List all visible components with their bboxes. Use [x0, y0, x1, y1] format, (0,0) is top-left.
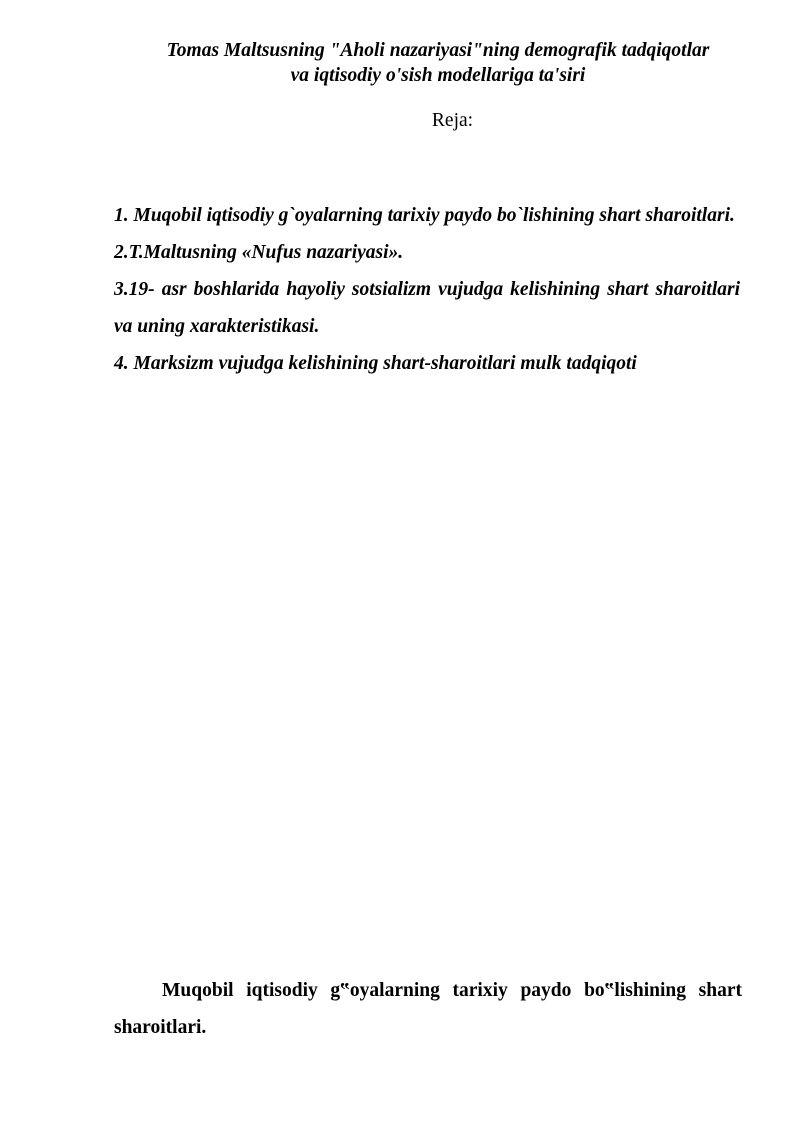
plan-list — [114, 197, 740, 382]
plan-item-1: 1. Muqobil iqtisodiy g`oyalarning tarixiy paydo bo`lishining shart sharoitlari. — [114, 205, 735, 226]
document-title-line-1: Tomas Maltsusning "Aholi nazariyasi"ning demografik tadqiqotlar — [166, 40, 710, 61]
document-title — [115, 38, 761, 88]
plan-item-3: 3.19- asr boshlarida hayoliy sotsializm vujudga kelishining shart sharoitlari va uning xarakteristikasi. — [114, 279, 740, 337]
plan-heading: Reja: — [431, 110, 474, 131]
section-heading: Muqobil iqtisodiy g‟oyalarning tarixiy paydo bo‟lishining shart sharoitlari. — [114, 980, 742, 1038]
document-title-line-2: va iqtisodiy o'sish modellariga ta'siri — [290, 65, 586, 86]
plan-item-2: 2.T.Maltusning «Nufus nazariyasi». — [114, 242, 404, 263]
plan-item-4: 4. Marksizm vujudga kelishining shart-sharoitlari mulk tadqiqoti — [114, 353, 637, 374]
